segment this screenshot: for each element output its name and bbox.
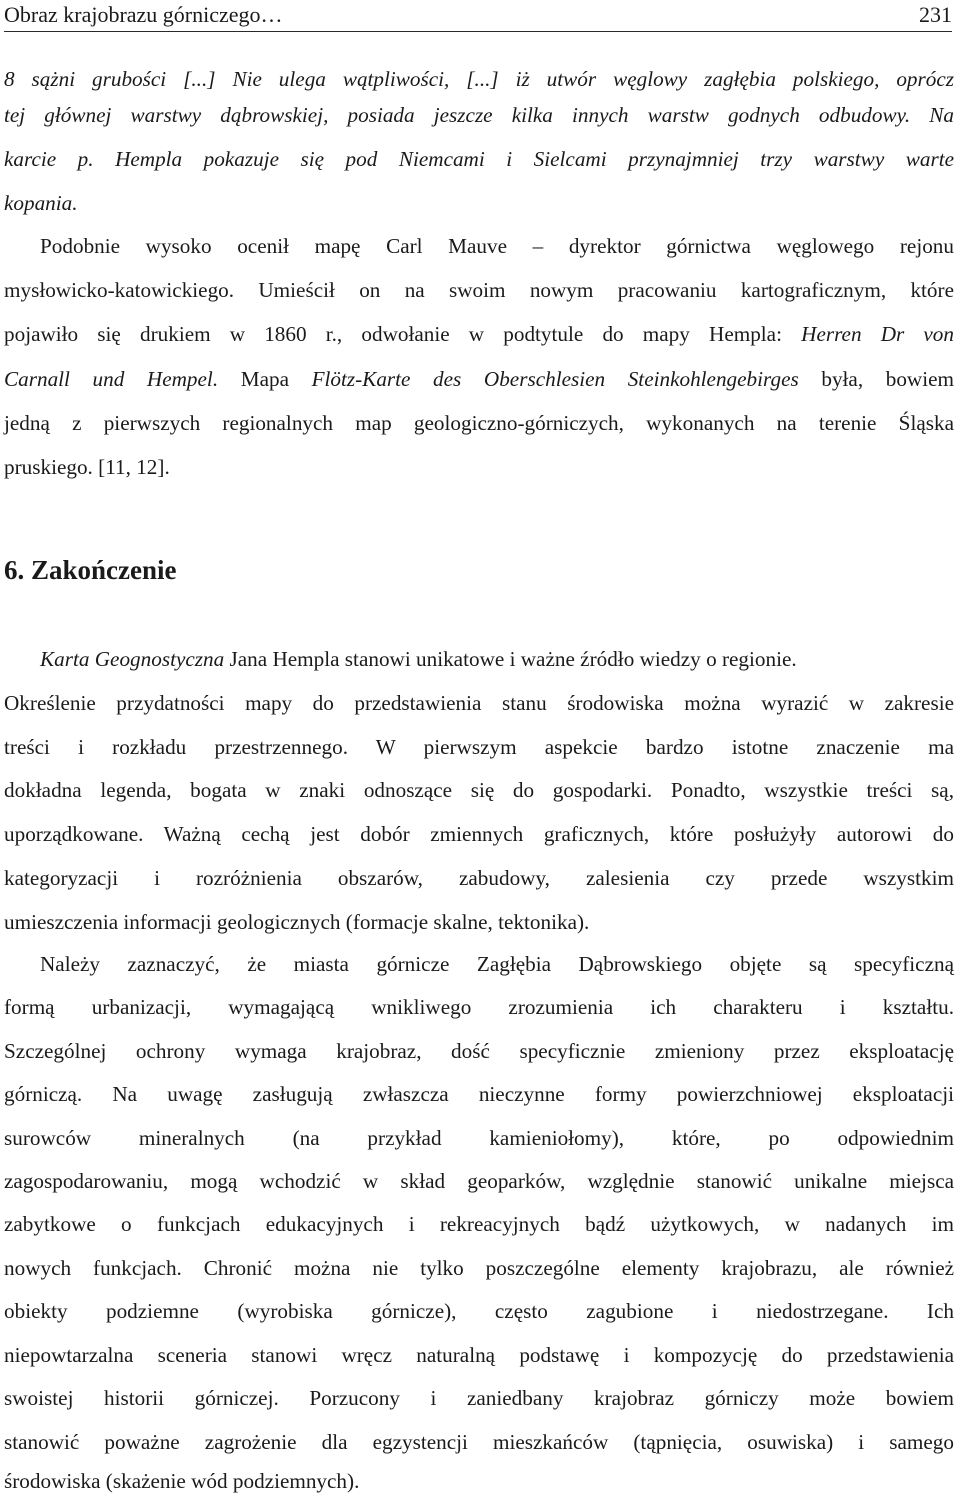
paragraph-4-line-4: górniczą. Na uwagę zasługują zwłaszcza nieczynne formy powierzchniowej eksploatacji bbox=[4, 1082, 954, 1106]
paragraph-2-line-4-text-a: Mapa bbox=[218, 367, 312, 391]
paragraph-3-line-2: Określenie przydatności mapy do przedstawienia stanu środowiska można wyrazić w zakresie bbox=[4, 691, 954, 715]
paragraph-2-line-4-text-b: była, bowiem bbox=[798, 367, 954, 391]
paragraph-quote-line-2: tej głównej warstwy dąbrowskiej, posiada jeszcze kilka innych warstw godnych odbudowy. Na bbox=[4, 103, 954, 127]
paragraph-3-line-3: treści i rozkładu przestrzennego. W pierwszym aspekcie bardzo istotne znaczenie ma bbox=[4, 735, 954, 759]
paragraph-4-line-6: zagospodarowaniu, mogą wchodzić w skład geoparków, względnie stanowić unikalne miejsca bbox=[4, 1169, 954, 1193]
paragraph-2-line-6: pruskiego. [11, 12]. bbox=[4, 455, 170, 479]
paragraph-3-line-1 bbox=[40, 637, 954, 681]
paragraph-2-line-3 bbox=[4, 312, 954, 356]
paragraph-3-line-4: dokładna legenda, bogata w znaki odnoszące się do gospodarki. Ponadto, wszystkie treści są, bbox=[4, 778, 954, 802]
paragraph-4-line-9: obiekty podziemne (wyrobiska górnicze), często zagubione i niedostrzegane. Ich bbox=[4, 1299, 954, 1323]
paragraph-4-line-11: swoistej historii górniczej. Porzucony i zaniedbany krajobraz górniczy może bowiem bbox=[4, 1386, 954, 1410]
paragraph-2-line-3-text: pojawiło się drukiem w 1860 r., odwołanie w podtytule do mapy Hempla: bbox=[4, 322, 802, 346]
paragraph-2-line-4-italic-a: Carnall und Hempel. bbox=[4, 367, 219, 391]
paragraph-2-line-4 bbox=[4, 357, 954, 401]
section-heading: 6. Zakończenie bbox=[4, 555, 177, 585]
paragraph-3-line-7: umieszczenia informacji geologicznych (formacje skalne, tektonika). bbox=[4, 910, 590, 934]
paragraph-2-line-4-italic-b: Flötz-Karte des Oberschlesien Steinkohlengebirges bbox=[311, 367, 799, 391]
paragraph-4-line-5: surowców mineralnych (na przykład kamieniołomy), które, po odpowiednim bbox=[4, 1126, 954, 1150]
paragraph-4-line-10: niepowtarzalna sceneria stanowi wręcz naturalną podstawę i kompozycję do przedstawienia bbox=[4, 1343, 954, 1367]
paragraph-2-line-1: Podobnie wysoko ocenił mapę Carl Mauve – dyrektor górnictwa węglowego rejonu bbox=[40, 234, 954, 258]
running-header bbox=[4, 1, 952, 32]
paragraph-3-line-5: uporządkowane. Ważną cechą jest dobór zmiennych graficznych, które posłużyły autorowi do bbox=[4, 822, 954, 846]
paragraph-4-line-3: Szczególnej ochrony wymaga krajobraz, dość specyficznie zmieniony przez eksploatację bbox=[4, 1039, 954, 1063]
paragraph-4-line-7: zabytkowe o funkcjach edukacyjnych i rekreacyjnych bądź użytkowych, w nadanych im bbox=[4, 1212, 954, 1236]
paragraph-4-line-2: formą urbanizacji, wymagającą wnikliwego zrozumienia ich charakteru i kształtu. bbox=[4, 995, 954, 1019]
paragraph-2-line-3-italic: Herren Dr von bbox=[801, 322, 954, 346]
page-number: 231 bbox=[919, 2, 952, 27]
paragraph-3-line-6: kategoryzacji i rozróżnienia obszarów, zabudowy, zalesienia czy przede wszystkim bbox=[4, 866, 954, 890]
paragraph-3-line-1-italic: Karta Geognostyczna bbox=[40, 647, 225, 671]
paragraph-3-line-1-text: Jana Hempla stanowi unikatowe i ważne źródło wiedzy o regionie. bbox=[224, 647, 797, 671]
paragraph-4-line-12: stanowić poważne zagrożenie dla egzystencji mieszkańców (tąpnięcia, osuwiska) i samego bbox=[4, 1430, 954, 1454]
running-header-title: Obraz krajobrazu górniczego… bbox=[4, 2, 283, 27]
paragraph-quote-line-3: karcie p. Hempla pokazuje się pod Niemcami i Sielcami przynajmniej trzy warstwy warte bbox=[4, 147, 954, 171]
paragraph-2-line-2: mysłowicko-katowickiego. Umieścił on na swoim nowym pracowaniu kartograficznym, które bbox=[4, 278, 954, 302]
paragraph-4-line-13: środowiska (skażenie wód podziemnych). bbox=[4, 1469, 360, 1493]
paragraph-2-line-5: jedną z pierwszych regionalnych map geologiczno-górniczych, wykonanych na terenie Śląska bbox=[4, 411, 954, 435]
paragraph-quote-line-1: 8 sążni grubości [...] Nie ulega wątpliwości, [...] iż utwór węglowy zagłębia polskiego, oprócz bbox=[4, 67, 954, 91]
paragraph-4-line-8: nowych funkcjach. Chronić można nie tylko poszczególne elementy krajobrazu, ale również bbox=[4, 1256, 954, 1280]
paragraph-4-line-1: Należy zaznaczyć, że miasta górnicze Zagłębia Dąbrowskiego objęte są specyficzną bbox=[40, 952, 954, 976]
paragraph-quote-line-4: kopania. bbox=[4, 191, 78, 215]
